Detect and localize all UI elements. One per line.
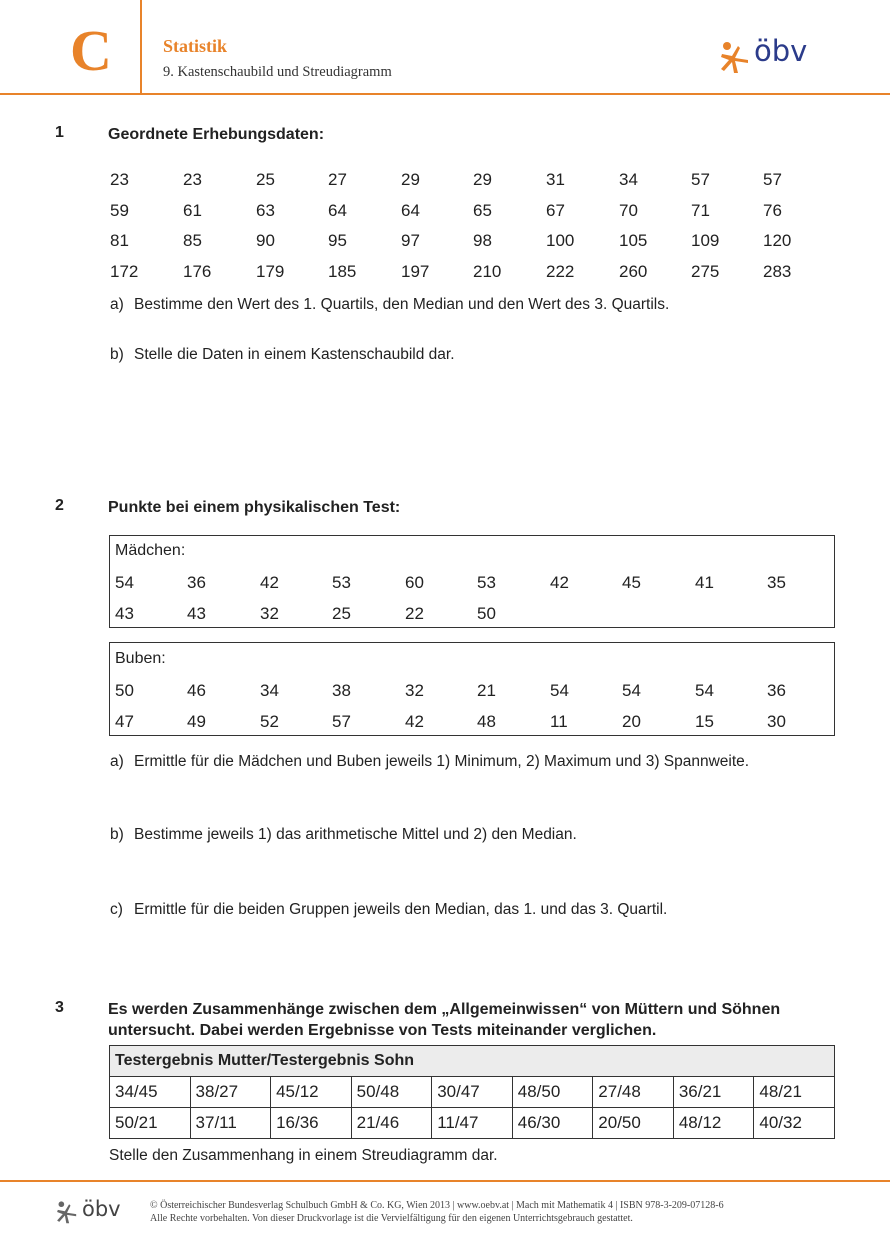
header-divider-horizontal bbox=[0, 93, 890, 95]
table-row: 34/45 38/27 45/12 50/48 30/47 48/50 27/48 36/21 48/21 bbox=[110, 1077, 835, 1108]
footer-logo-text: öbv bbox=[82, 1197, 121, 1221]
girls-label: Mädchen: bbox=[115, 542, 186, 559]
chapter-letter: C bbox=[70, 18, 112, 83]
footer-divider bbox=[0, 1180, 890, 1182]
star-logo-icon bbox=[718, 40, 752, 74]
publisher-logo bbox=[718, 34, 820, 76]
girls-data-box: Mädchen: 54 36 42 53 60 53 42 45 41 35 43 43 32 25 22 50 bbox=[109, 535, 835, 628]
logo-text: öbv bbox=[754, 34, 808, 68]
results-table bbox=[109, 1045, 835, 1139]
boys-data-box: Buben: 50 46 34 38 32 21 54 54 54 36 47 49 52 57 42 48 11 20 15 30 bbox=[109, 642, 835, 736]
task-3-instruction: Stelle den Zusammenhang in einem Streudiagramm dar. bbox=[109, 1147, 498, 1164]
task-2b: b) Bestimme jeweils 1) das arithmetische Mittel und 2) den Median. bbox=[110, 826, 577, 843]
task-2-number: 2 bbox=[55, 497, 64, 514]
task-3-heading: Es werden Zusammenhänge zwischen dem „Allgemeinwissen“ von Müttern und Söhnen untersucht. Dabei werden Ergebnisse von Tests miteinander verglichen. bbox=[108, 1001, 781, 1039]
header-divider-vertical bbox=[140, 0, 142, 95]
task-1b: b) Stelle die Daten in einem Kastenschaubild dar. bbox=[110, 346, 455, 363]
copyright-notice: © Österreichischer Bundesverlag Schulbuch GmbH & Co. KG, Wien 2013 | www.oebv.at | Mach mit Mathematik 4 | ISBN 978-3-209-07128-6 Alle Rechte vorbehalten. Von dieser Druckvorlage ist die Vervielfältigung für den eigenen Unterrichtsgebrauch gestattet. bbox=[150, 1200, 724, 1224]
task-1-number: 1 bbox=[55, 124, 64, 141]
task-1-heading: Geordnete Erhebungsdaten: bbox=[108, 126, 325, 143]
star-logo-icon bbox=[55, 1200, 79, 1224]
task-3-number: 3 bbox=[55, 999, 64, 1016]
task-1a: a) Bestimme den Wert des 1. Quartils, den Median und den Wert des 3. Quartils. bbox=[110, 296, 670, 313]
boys-label: Buben: bbox=[115, 650, 166, 667]
task-2-heading: Punkte bei einem physikalischen Test: bbox=[108, 499, 401, 516]
page-subtitle: 9. Kastenschaubild und Streudiagramm bbox=[163, 64, 392, 80]
table-row: 50/21 37/11 16/36 21/46 11/47 46/30 20/50 48/12 40/32 bbox=[110, 1108, 835, 1139]
results-table-header: Testergebnis Mutter/Testergebnis Sohn bbox=[110, 1046, 835, 1077]
task-2a: a) Ermittle für die Mädchen und Buben jeweils 1) Minimum, 2) Maximum und 3) Spannweite. bbox=[110, 753, 750, 770]
footer-logo bbox=[55, 1197, 125, 1226]
page-title: Statistik bbox=[163, 36, 228, 56]
task-2c: c) Ermittle für die beiden Gruppen jeweils den Median, das 1. und das 3. Quartil. bbox=[110, 901, 668, 918]
